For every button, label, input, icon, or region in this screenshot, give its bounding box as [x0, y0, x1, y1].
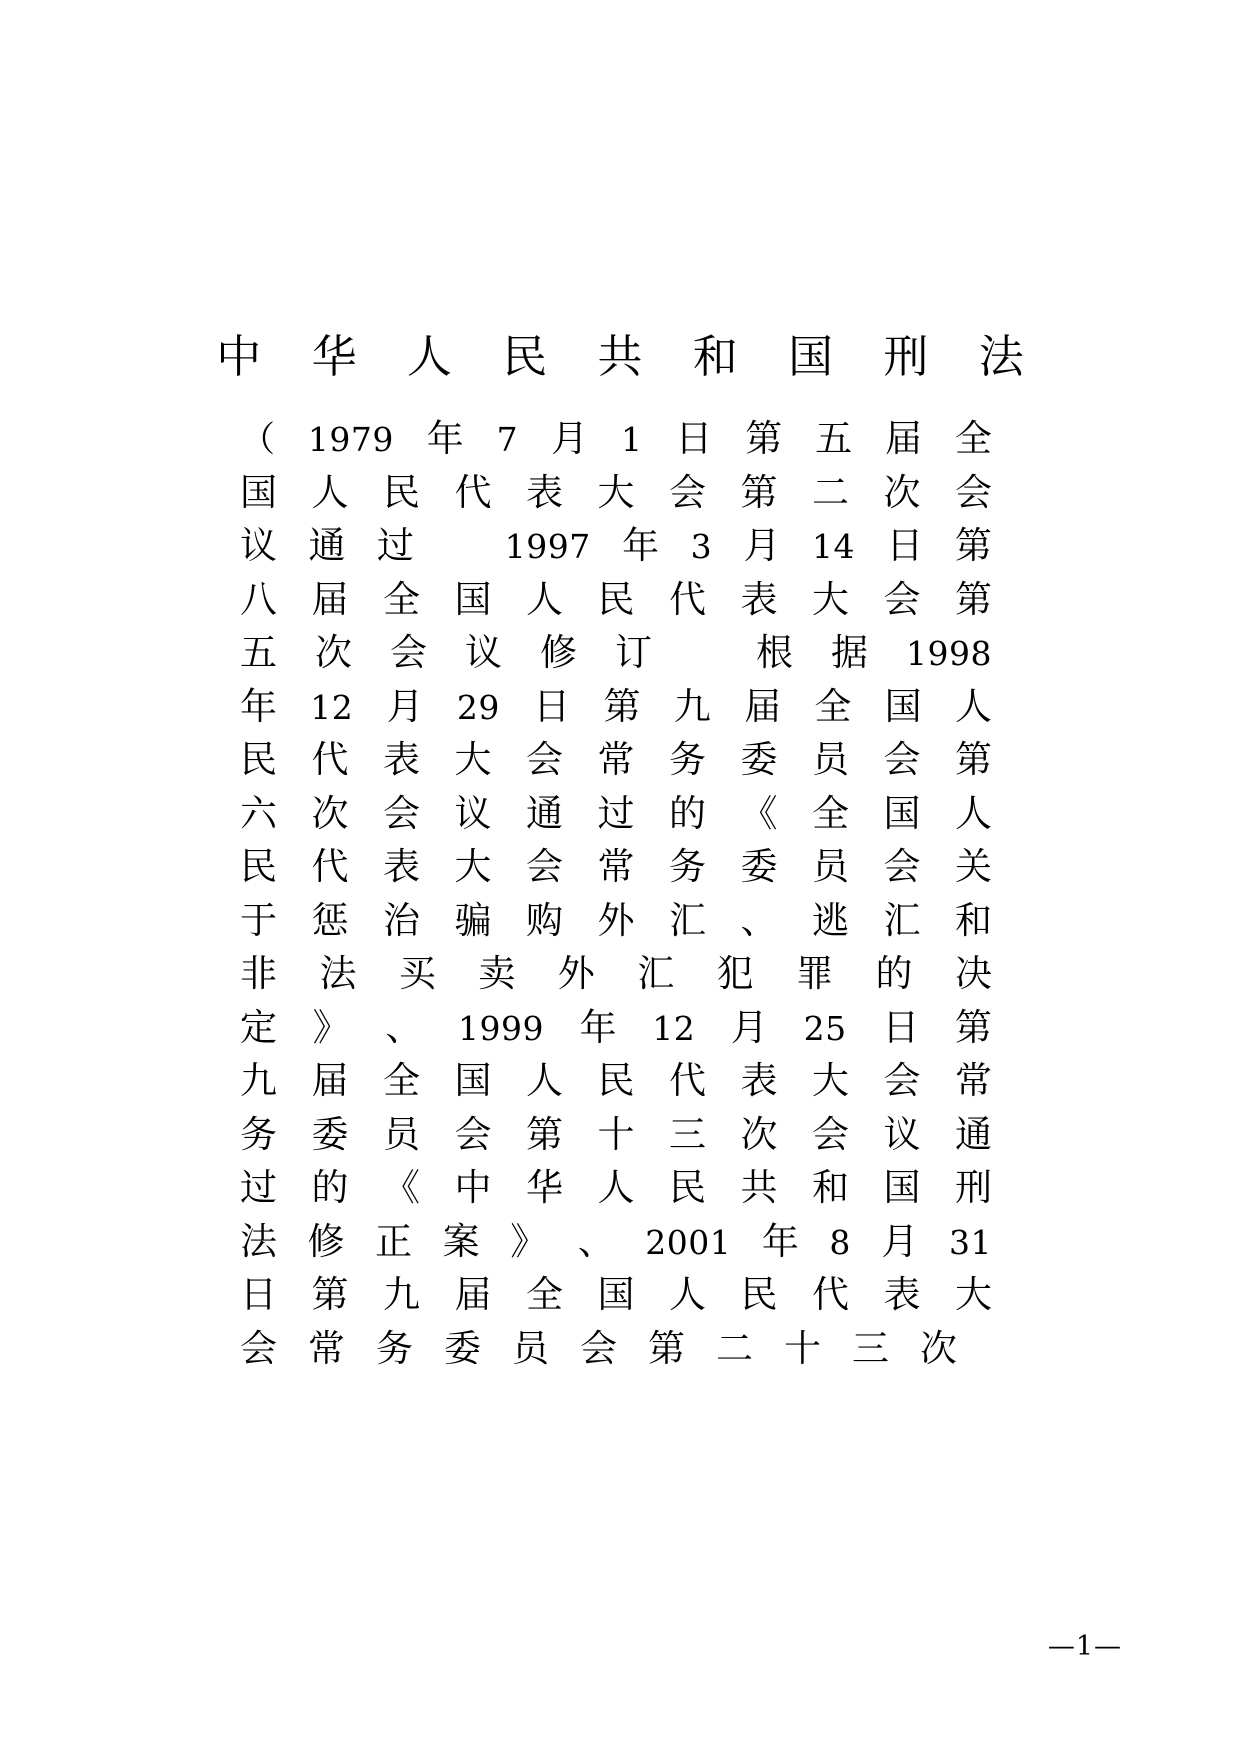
text-glyph: 委 [740, 845, 778, 888]
text-glyph: 过 [240, 1166, 277, 1209]
preamble-line [240, 412, 992, 466]
text-glyph: 国 [883, 1166, 921, 1209]
preamble-line [240, 840, 992, 894]
text-glyph: 人 [954, 684, 992, 728]
text-glyph: 华 [526, 1166, 563, 1209]
text-glyph: 民 [740, 1273, 778, 1316]
text-glyph: 表 [383, 738, 420, 781]
text-glyph: 次 [920, 1326, 957, 1370]
text-glyph: 1998 [906, 634, 992, 673]
text-glyph: 日 [886, 524, 924, 567]
text-glyph: 议 [465, 631, 502, 674]
text-glyph: 的 [669, 791, 706, 835]
text-glyph: 定 [240, 1005, 277, 1049]
text-glyph: 九 [383, 1273, 420, 1316]
text-glyph: 年 [761, 1219, 799, 1263]
text-glyph: 员 [812, 845, 849, 888]
text-glyph: 3 [690, 527, 713, 566]
preamble-line [240, 1215, 992, 1269]
text-glyph: 日 [240, 1273, 277, 1316]
text-glyph: 1997 [504, 527, 591, 566]
text-glyph: 代 [311, 845, 349, 888]
text-glyph: 全 [383, 1059, 420, 1102]
text-glyph: 全 [954, 417, 992, 460]
text-glyph: 会 [526, 738, 563, 781]
text-glyph: 代 [669, 577, 706, 621]
text-glyph: 的 [875, 952, 913, 995]
text-glyph: 务 [376, 1326, 413, 1370]
text-glyph: 委 [311, 1112, 349, 1156]
text-glyph: 议 [240, 524, 277, 567]
text-glyph: 案 [442, 1219, 480, 1263]
text-glyph: 常 [308, 1326, 345, 1370]
text-glyph: 会 [883, 1059, 921, 1102]
text-glyph: 7 [496, 420, 519, 459]
text-glyph: 犯 [716, 952, 754, 995]
text-glyph: 人 [597, 1166, 635, 1209]
preamble-line [240, 733, 992, 787]
text-glyph: 日 [675, 417, 713, 460]
text-glyph: 1979 [307, 420, 394, 459]
text-glyph: 治 [383, 898, 420, 942]
preamble-line [240, 894, 992, 948]
text-glyph: 第 [955, 738, 992, 781]
text-glyph: 代 [812, 1273, 849, 1316]
text-glyph: 五 [240, 631, 277, 674]
text-glyph: 十 [597, 1112, 635, 1156]
preamble-line [240, 1001, 992, 1055]
text-glyph: 八 [240, 577, 277, 621]
text-glyph: 第 [603, 684, 641, 728]
text-glyph: 表 [740, 1059, 778, 1102]
text-glyph: 代 [311, 738, 349, 781]
text-glyph: 国 [597, 1273, 635, 1316]
text-glyph: 民 [669, 1166, 706, 1209]
text-glyph: 议 [883, 1112, 921, 1156]
text-glyph: 人 [526, 577, 563, 621]
text-glyph: 十 [784, 1326, 821, 1370]
text-glyph: 25 [803, 1008, 847, 1048]
text-glyph: 次 [883, 470, 921, 514]
page-number: —1— [1047, 1631, 1122, 1662]
text-glyph: 委 [444, 1326, 481, 1370]
preamble-line [240, 1108, 992, 1162]
text-glyph: 人 [311, 470, 349, 514]
text-glyph: 过 [376, 524, 414, 567]
text-glyph: 员 [812, 738, 849, 781]
text-glyph: 法 [240, 1219, 277, 1263]
text-glyph: 、 [740, 898, 778, 942]
text-glyph: 修 [540, 631, 577, 674]
text-glyph: 会 [812, 1112, 849, 1156]
text-glyph: 民 [383, 470, 420, 514]
text-glyph: 会 [454, 1112, 492, 1156]
text-glyph: 国 [884, 684, 922, 728]
text-glyph: 国 [883, 791, 921, 835]
text-glyph: 第 [740, 470, 778, 514]
text-glyph: 外 [597, 898, 635, 942]
text-glyph: 人 [955, 791, 992, 835]
preamble-line [240, 573, 992, 627]
text-glyph: 务 [669, 738, 706, 781]
text-glyph: 年 [240, 684, 277, 728]
text-glyph: 次 [315, 631, 352, 674]
text-glyph: 国 [240, 470, 277, 514]
text-glyph: 汇 [669, 898, 706, 942]
text-glyph: 法 [319, 952, 357, 995]
text-glyph: 大 [955, 1273, 992, 1316]
text-glyph: 全 [383, 577, 420, 621]
text-glyph: 表 [740, 577, 778, 621]
text-glyph: 届 [311, 1059, 349, 1102]
text-glyph: 通 [955, 1112, 992, 1156]
text-glyph: 的 [311, 1166, 349, 1209]
text-glyph: 据 [831, 631, 868, 674]
text-glyph: 员 [512, 1326, 549, 1370]
text-glyph: 议 [454, 791, 492, 835]
text-glyph: 1999 [457, 1008, 544, 1048]
preamble-line [240, 626, 992, 680]
text-glyph: 第 [311, 1273, 349, 1316]
text-glyph: 民 [597, 1059, 635, 1102]
text-glyph: 会 [883, 738, 921, 781]
text-glyph: 人 [526, 1059, 563, 1102]
text-glyph: 全 [526, 1273, 563, 1316]
text-glyph: 外 [557, 952, 595, 995]
text-glyph: 国 [454, 1059, 492, 1102]
text-glyph: 表 [526, 470, 563, 514]
text-glyph: 共 [740, 1166, 778, 1209]
text-glyph: 和 [955, 898, 992, 942]
text-glyph: 12 [310, 687, 354, 727]
text-glyph: 逃 [812, 898, 849, 942]
text-glyph: 大 [454, 845, 492, 888]
text-glyph: 修 [307, 1219, 345, 1263]
text-glyph: 第 [526, 1112, 563, 1156]
text-glyph: 表 [383, 845, 420, 888]
preamble-line [240, 1268, 992, 1322]
text-glyph: 《 [740, 791, 778, 835]
text-glyph: 届 [744, 684, 782, 728]
text-glyph: 月 [386, 684, 424, 728]
text-glyph: 大 [597, 470, 635, 514]
text-glyph: 表 [883, 1273, 921, 1316]
text-glyph: （ [240, 420, 276, 460]
text-glyph: 民 [240, 845, 277, 888]
text-glyph: 员 [383, 1112, 420, 1156]
text-glyph: 会 [955, 470, 992, 514]
text-glyph: 第 [648, 1326, 685, 1370]
text-glyph: 决 [954, 952, 992, 995]
text-glyph: 代 [669, 1059, 706, 1102]
text-glyph: 民 [597, 577, 635, 621]
text-glyph: 第 [954, 524, 992, 567]
text-glyph: 月 [881, 1219, 919, 1263]
text-glyph: 14 [811, 527, 855, 566]
text-glyph: 年 [622, 524, 660, 567]
text-glyph: 根 [756, 631, 793, 674]
text-glyph: 通 [308, 524, 346, 567]
text-glyph: 次 [740, 1112, 778, 1156]
text-glyph: 31 [948, 1222, 992, 1262]
text-glyph: 常 [955, 1059, 992, 1102]
text-glyph: 和 [812, 1166, 849, 1209]
text-glyph: 惩 [311, 898, 349, 942]
text-glyph: 骗 [454, 898, 492, 942]
text-glyph: 常 [597, 738, 635, 781]
text-glyph: 全 [812, 791, 849, 835]
text-glyph: 汇 [637, 952, 675, 995]
text-glyph: 1 [620, 420, 643, 459]
text-glyph: 第 [955, 577, 992, 621]
text-glyph: 通 [526, 791, 563, 835]
text-glyph: 会 [240, 1326, 277, 1370]
text-glyph: 月 [551, 417, 589, 460]
text-glyph: 》 [510, 1219, 548, 1263]
text-glyph: 届 [454, 1273, 492, 1316]
text-glyph: 大 [812, 1059, 849, 1102]
text-glyph: 月 [730, 1005, 768, 1049]
preamble-line [240, 519, 992, 573]
text-glyph: 会 [883, 845, 921, 888]
preamble-line [240, 947, 992, 1001]
text-glyph: 三 [852, 1326, 889, 1370]
text-glyph: 罪 [796, 952, 834, 995]
text-glyph: 29 [456, 687, 500, 727]
text-glyph: 于 [240, 898, 277, 942]
text-glyph: 代 [454, 470, 492, 514]
text-glyph: 会 [883, 577, 921, 621]
text-glyph: 届 [311, 577, 349, 621]
text-glyph: 第 [745, 417, 783, 460]
text-glyph: 、 [385, 1005, 423, 1049]
text-glyph: 大 [812, 577, 849, 621]
text-glyph: 》 [312, 1005, 350, 1049]
text-glyph: 关 [955, 845, 992, 888]
text-glyph: 全 [814, 684, 852, 728]
text-glyph: 务 [240, 1112, 277, 1156]
text-glyph: 12 [652, 1008, 696, 1048]
text-glyph: 二 [716, 1326, 753, 1370]
preamble-line [240, 680, 992, 734]
text-glyph: 三 [669, 1112, 706, 1156]
text-glyph: 会 [669, 470, 706, 514]
text-glyph: 民 [240, 738, 277, 781]
text-glyph: 常 [597, 845, 635, 888]
text-glyph: 非 [240, 952, 277, 995]
text-glyph: 会 [526, 845, 563, 888]
text-glyph: 务 [669, 845, 706, 888]
text-glyph: 、 [577, 1219, 615, 1263]
preamble-line [240, 787, 992, 841]
preamble-line [240, 1161, 992, 1215]
text-glyph: 第 [954, 1005, 992, 1049]
text-glyph: 8 [829, 1222, 851, 1262]
text-glyph: 买 [398, 952, 436, 995]
text-glyph: 正 [375, 1219, 413, 1263]
text-glyph: 会 [580, 1326, 617, 1370]
text-glyph: 年 [579, 1005, 617, 1049]
preamble-line [240, 466, 992, 520]
text-glyph: 会 [383, 791, 420, 835]
text-glyph: 刑 [955, 1166, 992, 1209]
text-glyph: 届 [885, 417, 923, 460]
text-glyph: 订 [615, 631, 652, 674]
text-glyph: 委 [740, 738, 778, 781]
preamble-line [240, 1322, 992, 1376]
text-glyph: 次 [311, 791, 349, 835]
page-title: 中 华 人 民 共 和 国 刑 法 [216, 330, 1042, 384]
text-glyph: 2001 [645, 1222, 732, 1262]
text-glyph: 汇 [883, 898, 921, 942]
text-glyph: 购 [526, 898, 563, 942]
text-glyph: 《 [383, 1166, 420, 1209]
text-glyph: 会 [390, 631, 427, 674]
text-glyph: 年 [426, 417, 464, 460]
text-glyph: 卖 [478, 952, 516, 995]
text-glyph: 九 [673, 684, 711, 728]
text-glyph: 日 [882, 1005, 920, 1049]
text-glyph: 过 [597, 791, 635, 835]
text-glyph: 二 [812, 470, 849, 514]
text-glyph: 九 [240, 1059, 277, 1102]
preamble-paragraph [240, 412, 992, 1375]
text-glyph: 月 [743, 524, 781, 567]
text-glyph: 日 [533, 684, 571, 728]
text-glyph: 国 [454, 577, 492, 621]
text-glyph: 大 [454, 738, 492, 781]
text-glyph: 六 [240, 791, 277, 835]
text-glyph: 中 [454, 1166, 492, 1209]
preamble-line [240, 1054, 992, 1108]
text-glyph: 五 [815, 417, 853, 460]
text-glyph: 人 [669, 1273, 706, 1316]
